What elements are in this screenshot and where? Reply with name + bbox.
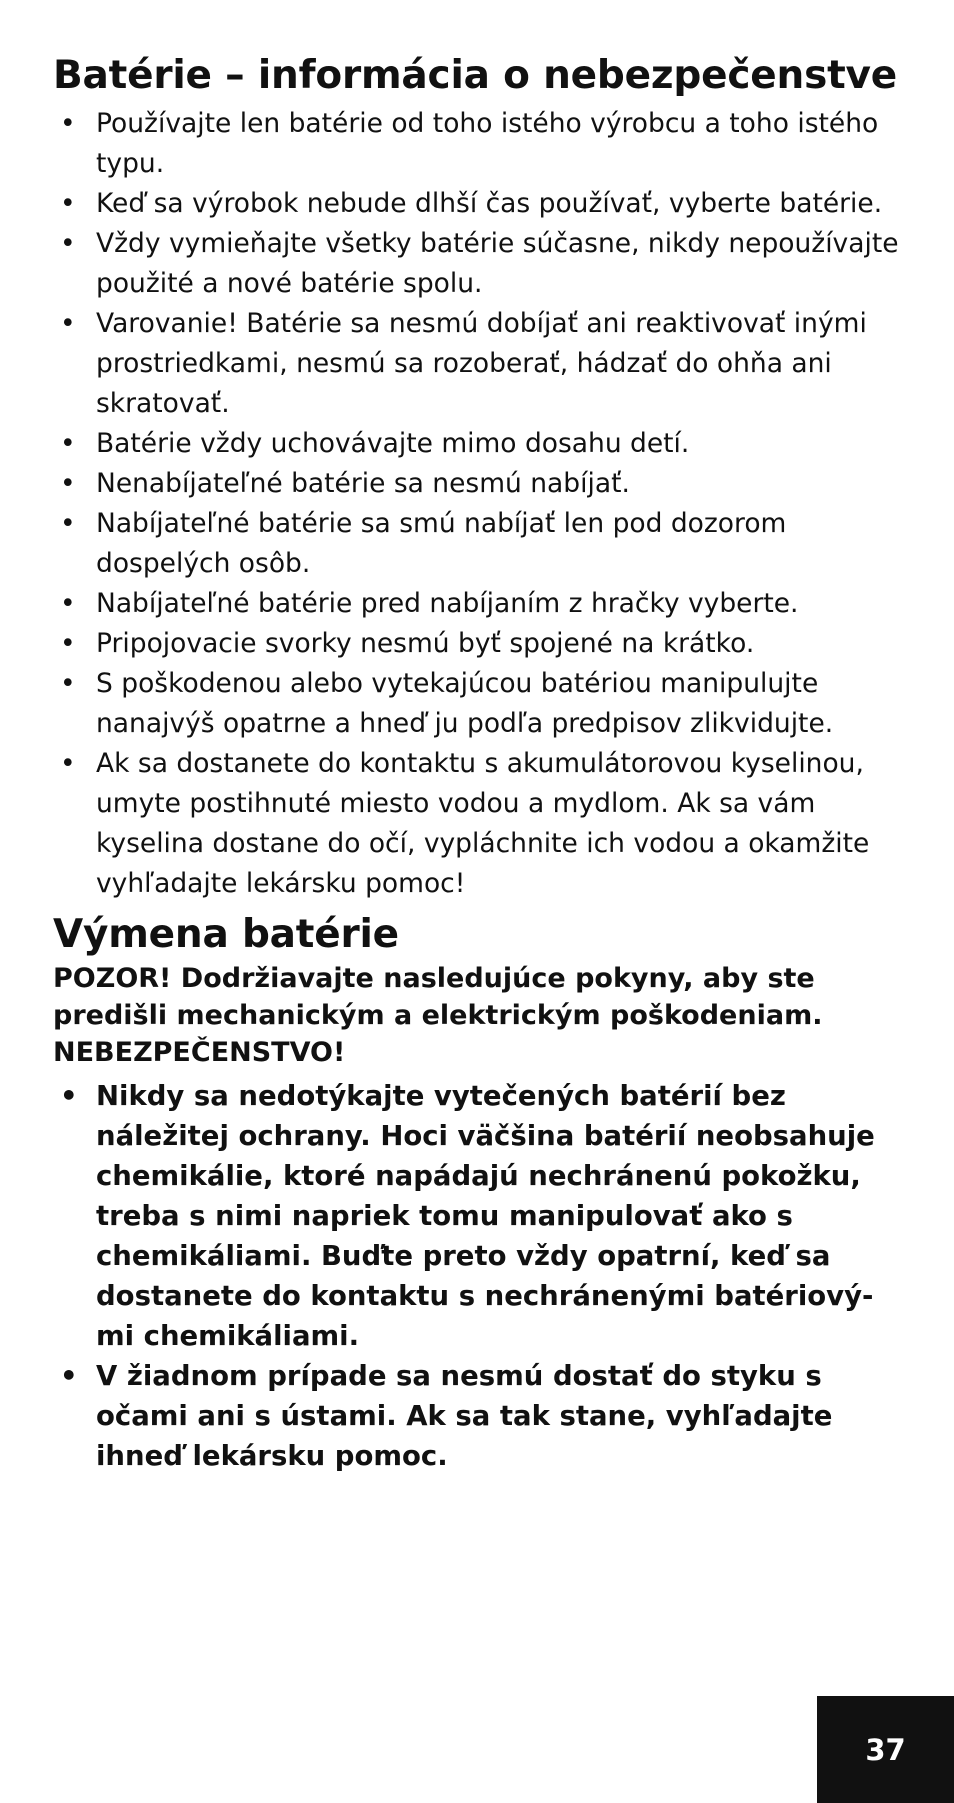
- list-item: • Nabíjateľné batérie pred nabíjaním z hračky vyberte.: [53, 584, 908, 624]
- page-number: 37: [817, 1696, 954, 1803]
- list-item: • Nabíjateľné batérie sa smú nabíjať len pod dozorom dospelých osôb.: [53, 504, 908, 584]
- list-item: • Vždy vymieňajte všetky batérie súčasne, nikdy nepoužívajte použité a nové batérie spolu.: [53, 224, 908, 304]
- battery-replacement-list: [53, 1076, 908, 1476]
- list-item: • Ak sa dostanete do kontaktu s akumulátorovou kyselinou, umyte postihnuté miesto vodou a mydlom. Ak sa vám kyselina dostane do očí, vypláchnite ich vodou a okamžite vyhľadajte lekársku pomoc!: [53, 744, 908, 904]
- section-title-battery-replacement: Výmena batérie: [53, 912, 399, 957]
- caution-text: POZOR! Dodržiavajte nasledujúce pokyny, aby ste predišli mechanickým a elektrickým poškodeniam.: [53, 963, 823, 1031]
- list-item: • Batérie vždy uchovávajte mimo dosahu detí.: [53, 424, 908, 464]
- list-item: • Varovanie! Batérie sa nesmú dobíjať ani reaktivovať inými prostriedkami, nesmú sa rozoberať, hádzať do ohňa ani skratovať.: [53, 304, 908, 424]
- list-item: • Keď sa výrobok nebude dlhší čas používať, vyberte batérie.: [53, 184, 908, 224]
- section-title-battery-hazard: Batérie – informácia o nebezpečenstve: [53, 53, 897, 98]
- list-item: • S poškodenou alebo vytekajúcou batériou manipulujte nanajvýš opatrne a hneď ju podľa predpisov zlikvidujte.: [53, 664, 908, 744]
- list-item: • V žiadnom prípade sa nesmú dostať do styku s očami ani s ústami. Ak sa tak stane, vyhľadajte ihneď lekársku pomoc.: [53, 1356, 908, 1476]
- warning-block: [53, 960, 908, 1071]
- list-item: • Používajte len batérie od toho istého výrobcu a toho istého typu.: [53, 104, 908, 184]
- battery-hazard-list: [53, 104, 908, 904]
- list-item: • Nikdy sa nedotýkajte vytečených batérií bez náležitej ochrany. Hoci väčšina batérií neobsahuje chemikálie, ktoré napádajú nechránenú pokožku, treba s nimi napriek tomu manipulovať ako s chemikáliami. Buďte preto vždy opatrní, keď sa dostanete do kontaktu s nechránenými batériový-mi chemikáliami.: [53, 1076, 908, 1356]
- list-item: • Pripojovacie svorky nesmú byť spojené na krátko.: [53, 624, 908, 664]
- document-page: [53, 48, 908, 1476]
- list-item: • Nenabíjateľné batérie sa nesmú nabíjať.: [53, 464, 908, 504]
- danger-text: NEBEZPEČENSTVO!: [53, 1037, 346, 1068]
